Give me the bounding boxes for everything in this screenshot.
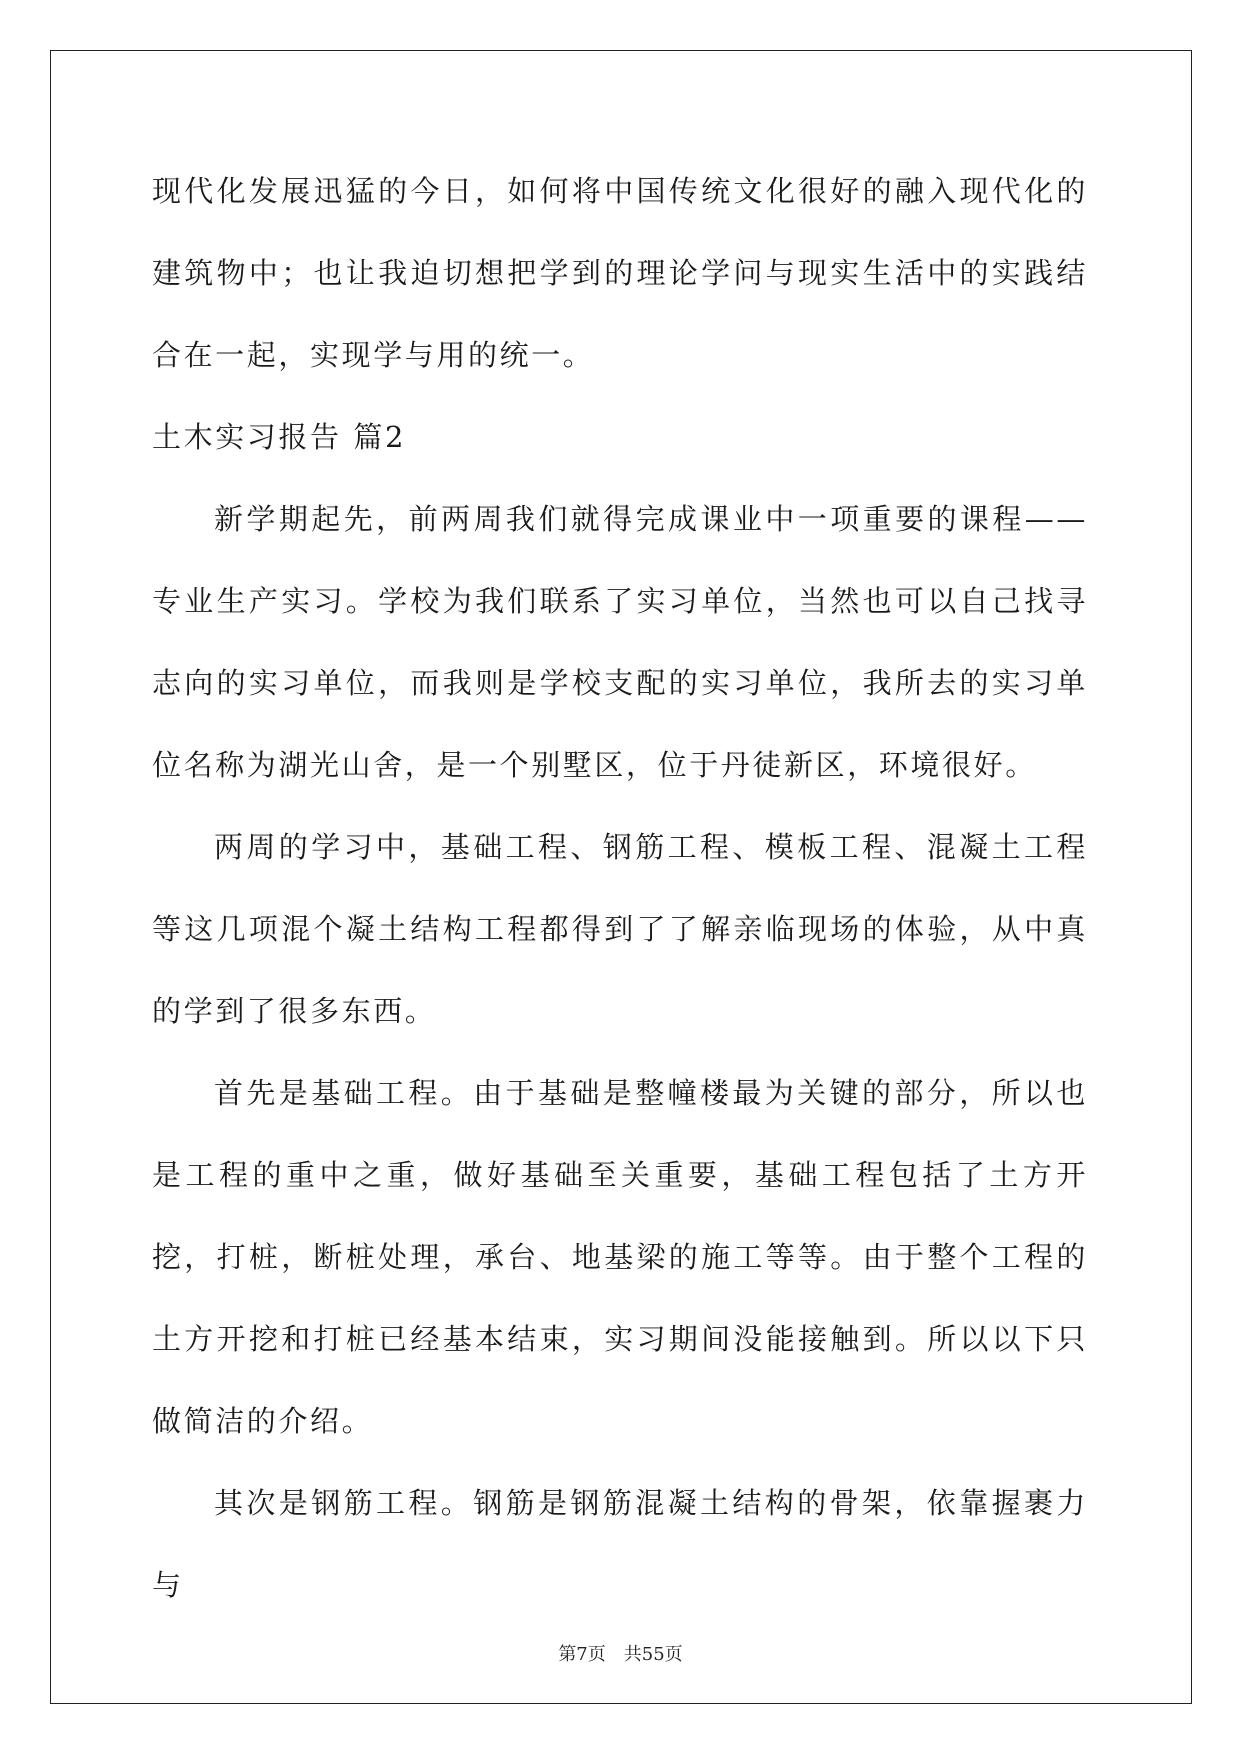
page-number-footer: 第7页 共55页 xyxy=(558,1644,683,1665)
paragraph-continuation: 现代化发展迅猛的今日，如何将中国传统文化很好的融入现代化的建筑物中；也让我迫切想把学到的理论学问与现实生活中的实践结合在一起，实现学与用的统一。 xyxy=(152,174,1088,372)
section-heading: 土木实习报告 篇2 xyxy=(152,420,407,454)
paragraph: 新学期起先，前两周我们就得完成课业中一项重要的课程——专业生产实习。学校为我们联系了实习单位，当然也可以自己找寻志向的实习单位，而我则是学校支配的实习单位，我所去的实习单位名称为湖光山舍，是一个别墅区，位于丹徒新区，环境很好。 xyxy=(152,502,1088,782)
paragraph: 两周的学习中，基础工程、钢筋工程、模板工程、混凝土工程等这几项混个凝土结构工程都得到了了解亲临现场的体验，从中真的学到了很多东西。 xyxy=(152,830,1088,1028)
paragraph: 其次是钢筋工程。钢筋是钢筋混凝土结构的骨架，依靠握裹力与 xyxy=(152,1486,1088,1602)
document-body xyxy=(152,150,1088,1626)
paragraph: 首先是基础工程。由于基础是整幢楼最为关键的部分，所以也是工程的重中之重，做好基础至关重要，基础工程包括了土方开挖，打桩，断桩处理，承台、地基梁的施工等等。由于整个工程的土方开挖和打桩已经基本结束，实习期间没能接触到。所以以下只做简洁的介绍。 xyxy=(152,1076,1088,1438)
